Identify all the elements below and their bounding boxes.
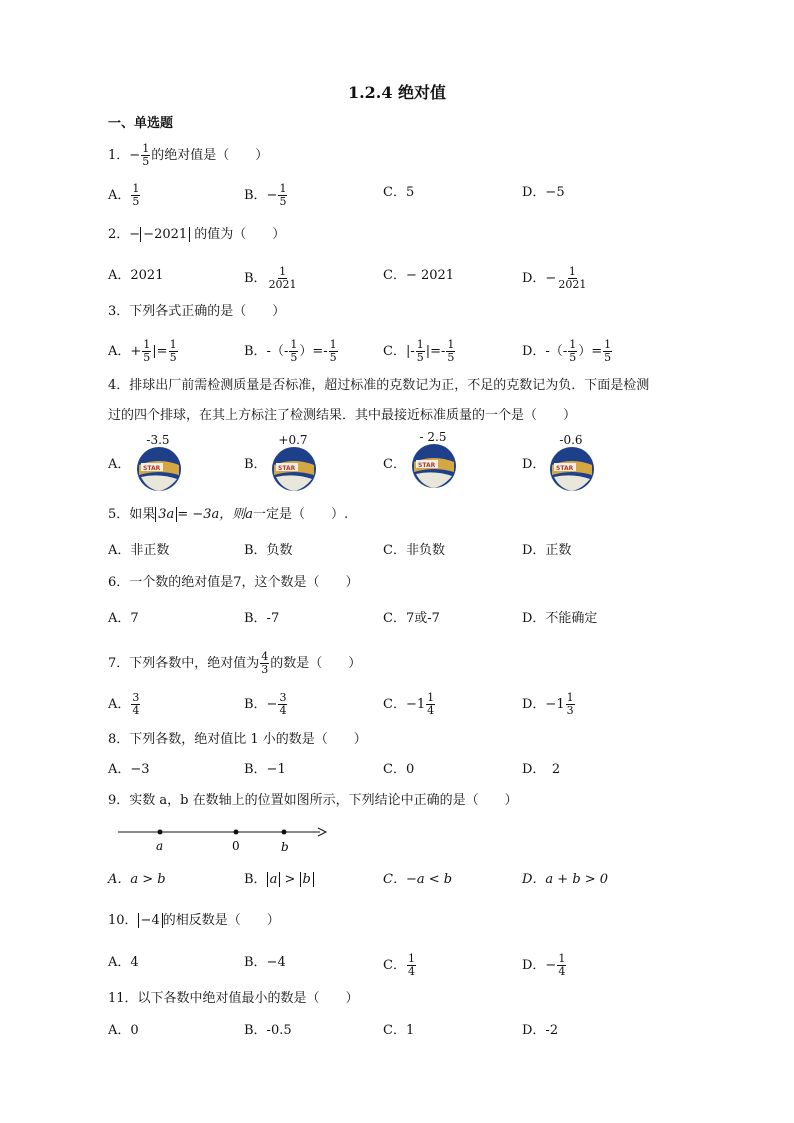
volleyball-icon xyxy=(270,445,318,493)
q6-option-a[interactable]: A．7 xyxy=(108,611,139,626)
q5-option-c[interactable]: C．非负数 xyxy=(383,543,445,558)
q5-option-a[interactable]: A．非正数 xyxy=(108,543,170,558)
q9-option-d[interactable]: D．a + b > 0 xyxy=(522,872,609,887)
q11-option-b[interactable]: B．-0.5 xyxy=(244,1023,292,1038)
q4-ball-c[interactable] xyxy=(408,430,468,500)
ball-label-b: +0.7 xyxy=(278,433,308,447)
volleyball-icon xyxy=(548,445,596,493)
q5-option-b[interactable]: B．负数 xyxy=(244,543,293,558)
point-a xyxy=(158,830,163,835)
volleyball-icon xyxy=(135,445,183,493)
question-6: 6．一个数的绝对值是7，这个数是（ ） xyxy=(108,575,359,590)
q10-option-b[interactable]: B．−4 xyxy=(244,955,286,970)
svg-text:STAR: STAR xyxy=(556,465,574,472)
q4-ball-b[interactable] xyxy=(268,433,328,503)
question-11: 11．以下各数中绝对值最小的数是（ ） xyxy=(108,991,359,1006)
ball-label-a: -3.5 xyxy=(146,433,170,447)
q1-option-d[interactable]: D．−5 xyxy=(522,185,565,200)
q7-option-c[interactable]: C．−1 $\frac{1}{4}$ xyxy=(383,691,435,717)
question-10: 10． −4 的相反数是（ ） xyxy=(108,913,280,928)
q8-option-d[interactable]: D． 2 xyxy=(522,762,561,777)
q7-option-d[interactable]: D．−1 $\frac{1}{3}$ xyxy=(522,691,574,717)
label-b: b xyxy=(281,840,289,854)
svg-text:STAR: STAR xyxy=(278,465,296,472)
question-9: 9．实数 a，b 在数轴上的位置如图所示，下列结论中正确的是（ ） xyxy=(108,793,518,808)
q4-option-c[interactable]: C． xyxy=(383,457,406,472)
q3-option-c[interactable]: C．|- $\frac{1}{5}$ |=- $\frac{1}{5}$ xyxy=(383,338,455,364)
q9-option-b[interactable]: B． a > b xyxy=(244,870,314,890)
q11-option-d[interactable]: D．-2 xyxy=(522,1023,559,1038)
q1-option-c[interactable]: C．5 xyxy=(383,185,415,200)
q5-option-d[interactable]: D．正数 xyxy=(522,543,572,558)
q8-option-a[interactable]: A．−3 xyxy=(108,762,150,777)
question-2: 2．− −2021 的值为（ ） xyxy=(108,227,286,242)
q9-option-a[interactable]: A．a > b xyxy=(108,872,166,887)
number-line-figure xyxy=(108,820,338,860)
question-5: 5．如果 3a = −3a，则a一定是（ ）. xyxy=(108,507,349,522)
section-heading: 一、单选题 xyxy=(108,116,174,131)
q8-option-b[interactable]: B．−1 xyxy=(244,762,286,777)
q6-option-c[interactable]: C．7或-7 xyxy=(383,611,440,626)
q7-option-b[interactable]: B．− $\frac{3}{4}$ xyxy=(244,691,287,717)
point-zero xyxy=(234,830,239,835)
ball-label-c: - 2.5 xyxy=(419,430,447,444)
q10-option-d[interactable]: D．− $\frac{1}{4}$ xyxy=(522,952,566,978)
q3-option-d[interactable]: D．-（- $\frac{1}{5}$ ）= $\frac{1}{5}$ xyxy=(522,338,612,364)
q2-option-d[interactable]: D．− $\frac{1}{2021}$ xyxy=(522,265,587,291)
q4-option-a[interactable]: A． xyxy=(108,457,131,472)
question-4-line-2: 过的四个排球，在其上方标注了检测结果．其中最接近标准质量的一个是（ ） xyxy=(108,408,577,423)
label-a: a xyxy=(156,839,164,853)
ball-label-d: -0.6 xyxy=(559,433,583,447)
q3-option-b[interactable]: B．-（- $\frac{1}{5}$ ）=- $\frac{1}{5}$ xyxy=(244,338,337,364)
page-title: 1.2.4 绝对值 xyxy=(347,83,447,102)
label-zero: 0 xyxy=(232,839,240,853)
q10-option-a[interactable]: A．4 xyxy=(108,955,139,970)
q11-option-a[interactable]: A．0 xyxy=(108,1023,139,1038)
q2-option-b[interactable]: B． $\frac{1}{2021}$ xyxy=(244,265,297,291)
svg-text:STAR: STAR xyxy=(418,462,436,469)
q4-ball-a[interactable] xyxy=(133,433,193,503)
q7-option-a[interactable]: A． $\frac{3}{4}$ xyxy=(108,691,140,717)
q6-option-b[interactable]: B．-7 xyxy=(244,611,280,626)
q8-option-c[interactable]: C．0 xyxy=(383,762,415,777)
question-4-line-1: 4．排球出厂前需检测质量是否标准，超过标准的克数记为正，不足的克数记为负．下面是检测 xyxy=(108,378,650,393)
q1-option-b[interactable]: B．− $\frac{1}{5}$ xyxy=(244,182,287,208)
svg-text:STAR: STAR xyxy=(143,465,161,472)
volleyball-icon xyxy=(410,442,458,490)
question-8: 8．下列各数，绝对值比 1 小的数是（ ） xyxy=(108,732,367,747)
question-1: 1．− $\frac{1}{5}$ 的绝对值是（ ） xyxy=(108,142,269,168)
q4-option-d[interactable]: D． xyxy=(522,457,546,472)
q1-option-a[interactable]: A． $\frac{1}{5}$ xyxy=(108,182,140,208)
q4-option-b[interactable]: B． xyxy=(244,457,267,472)
q10-option-c[interactable]: C． $\frac{1}{4}$ xyxy=(383,952,415,978)
q6-option-d[interactable]: D．不能确定 xyxy=(522,611,598,626)
q11-option-c[interactable]: C．1 xyxy=(383,1023,415,1038)
q9-option-c[interactable]: C．−a < b xyxy=(383,872,453,887)
q2-option-c[interactable]: C．− 2021 xyxy=(383,268,455,283)
question-7: 7．下列各数中，绝对值为 $\frac{4}{3}$ 的数是（ ） xyxy=(108,650,362,676)
point-b xyxy=(282,830,287,835)
question-3: 3．下列各式正确的是（ ） xyxy=(108,304,286,319)
q3-option-a[interactable]: A．+ $\frac{1}{5}$ |= $\frac{1}{5}$ xyxy=(108,338,177,364)
q2-option-a[interactable]: A．2021 xyxy=(108,268,164,283)
q4-ball-d[interactable] xyxy=(546,433,606,503)
